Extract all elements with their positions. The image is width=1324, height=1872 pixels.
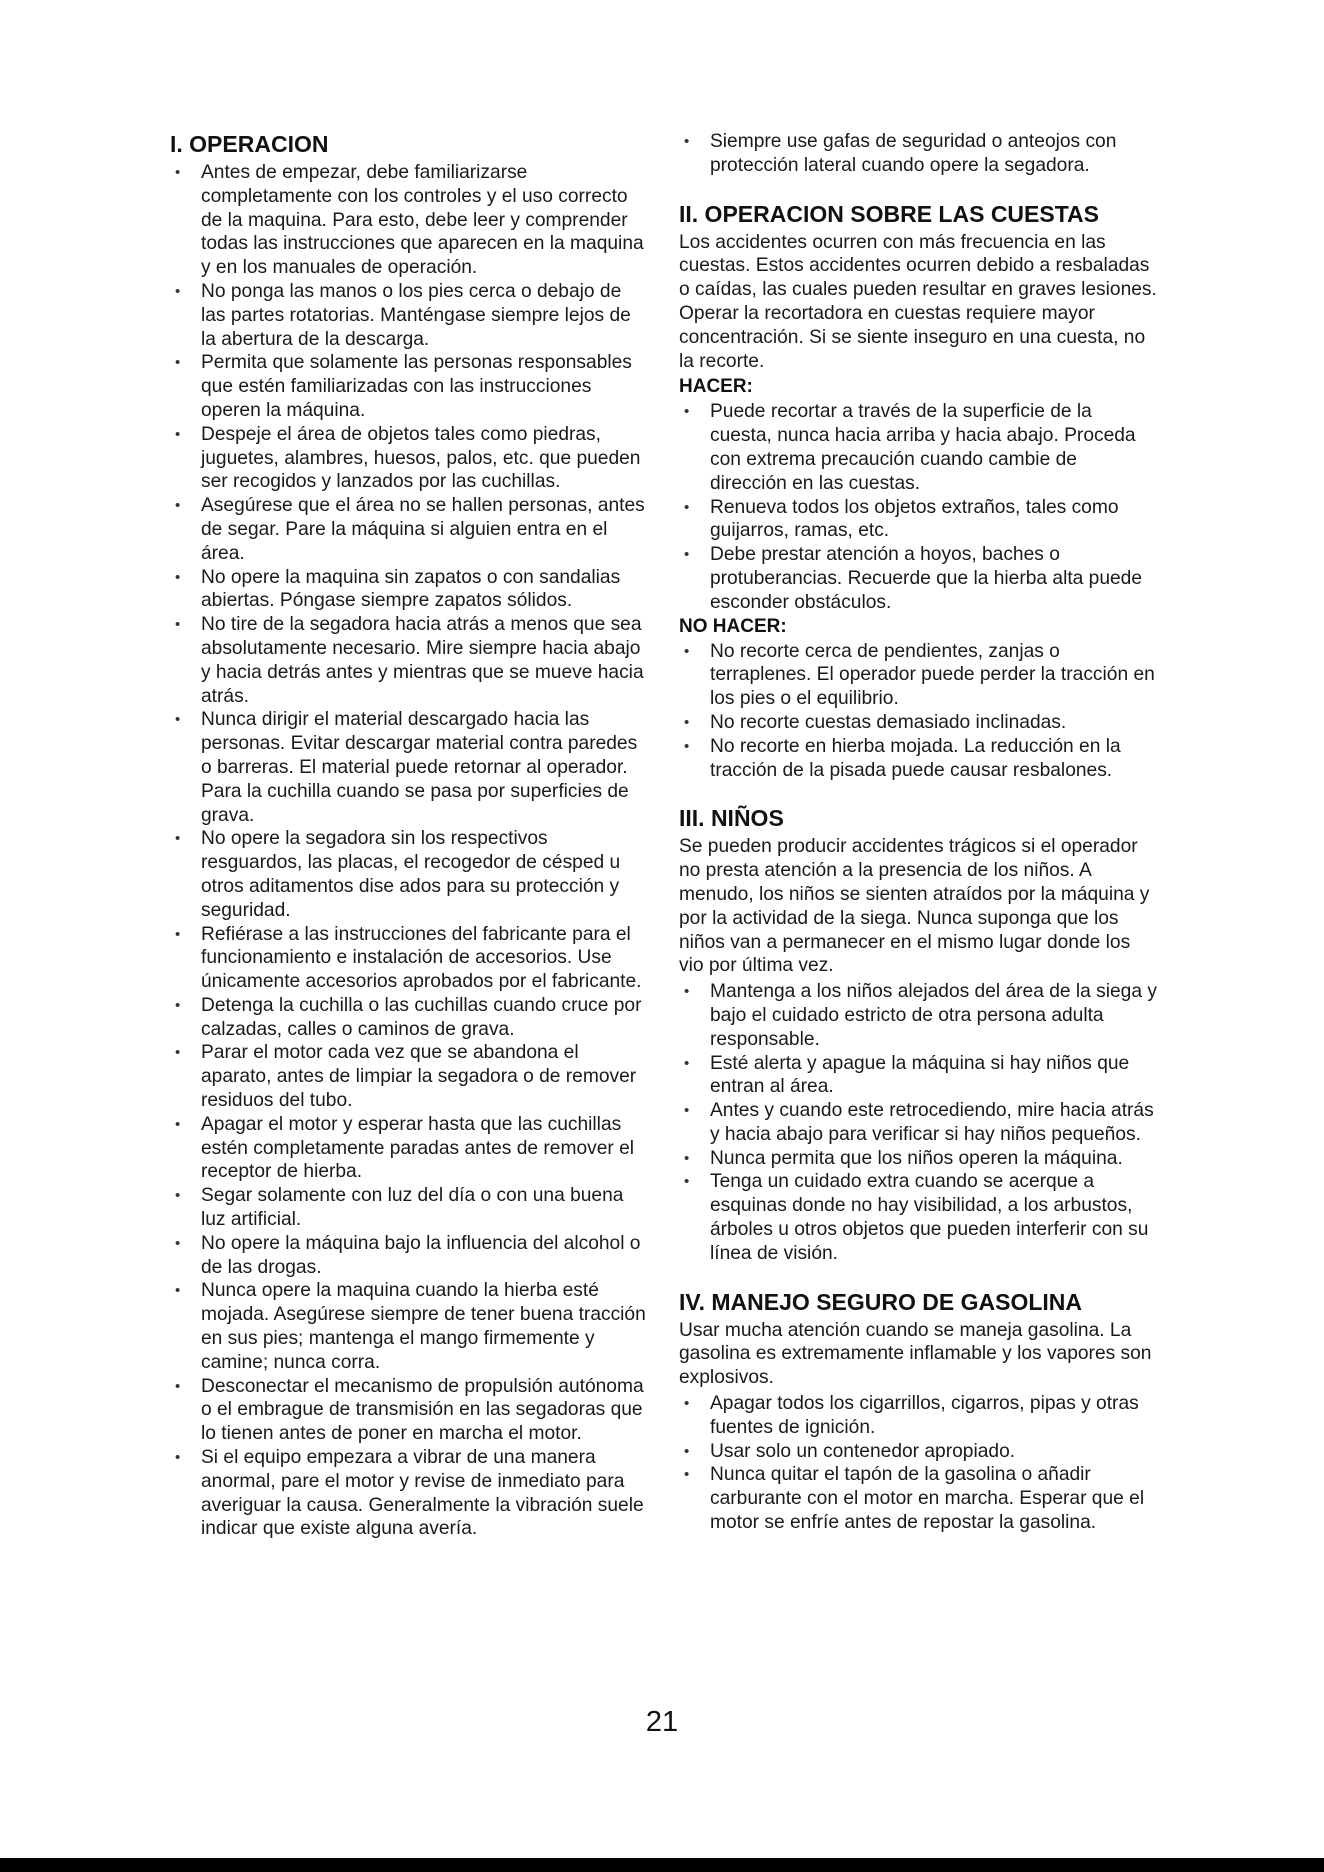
list-item: • Nunca opere la maquina cuando la hierba esté mojada. Asegúrese siempre de tener buena tracción en sus pies; mantenga el mango firmemente y camine; nunca corra. bbox=[170, 1279, 648, 1374]
gasolina-list bbox=[679, 1392, 1157, 1535]
hacer-label: HACER: bbox=[679, 376, 753, 398]
bottom-scan-edge bbox=[0, 1858, 1324, 1872]
list-item: • Puede recortar a través de la superficie de la cuesta, nunca hacia arriba y hacia abajo. Proceda con extrema precaución cuando cambie de dirección en las cuestas. bbox=[679, 400, 1157, 495]
list-item: • Esté alerta y apague la máquina si hay niños que entran al área. bbox=[679, 1052, 1157, 1100]
list-item: • Renueva todos los objetos extraños, tales como guijarros, ramas, etc. bbox=[679, 496, 1157, 544]
list-item: • No opere la máquina bajo la influencia del alcohol o de las drogas. bbox=[170, 1232, 648, 1280]
list-item: • No tire de la segadora hacia atrás a menos que sea absolutamente necesario. Mire siempre hacia abajo y hacia detrás antes y mientras que se mueve hacia atrás. bbox=[170, 613, 648, 708]
list-item: • Usar solo un contenedor apropiado. bbox=[679, 1440, 1157, 1464]
no-hacer-label: NO HACER: bbox=[679, 615, 787, 637]
list-item: • Nunca permita que los niños operen la máquina. bbox=[679, 1147, 1157, 1171]
no-hacer-list bbox=[679, 640, 1157, 783]
list-item: • Tenga un cuidado extra cuando se acerque a esquinas donde no hay visibilidad, a los arbustos, árboles u otros objetos que pueden interferir con su línea de visión. bbox=[679, 1170, 1157, 1265]
section-title-operacion: I. OPERACION bbox=[170, 131, 329, 157]
list-item: • Desconectar el mecanismo de propulsión autónoma o el embrague de transmisión en las segadoras que lo tienen antes de poner en marcha el motor. bbox=[170, 1375, 648, 1446]
list-item: • No opere la maquina sin zapatos o con sandalias abiertas. Póngase siempre zapatos sólidos. bbox=[170, 566, 648, 614]
list-item: • No recorte en hierba mojada. La reducción en la tracción de la pisada puede causar resbalones. bbox=[679, 735, 1157, 783]
list-item: • No recorte cuestas demasiado inclinadas. bbox=[679, 711, 1157, 735]
list-item: • Antes y cuando este retrocediendo, mire hacia atrás y hacia abajo para verificar si hay niños pequeños. bbox=[679, 1099, 1157, 1147]
list-item: • Refiérase a las instrucciones del fabricante para el funcionamiento e instalación de accesorios. Use únicamente accesorios aprobados por el fabricante. bbox=[170, 923, 648, 994]
list-item: • No opere la segadora sin los respectivos resguardos, las placas, el recogedor de césped u otros aditamentos dise ados para su protección y seguridad. bbox=[170, 827, 648, 922]
list-item: • Segar solamente con luz del día o con una buena luz artificial. bbox=[170, 1184, 648, 1232]
list-item: • Permita que solamente las personas responsables que estén familiarizadas con las instrucciones operen la máquina. bbox=[170, 351, 648, 422]
operacion-list-continued bbox=[679, 130, 1157, 178]
ninos-list bbox=[679, 980, 1157, 1266]
list-item: • Antes de empezar, debe familiarizarse completamente con los controles y el uso correcto de la maquina. Para esto, debe leer y comprender todas las instrucciones que aparecen en la maquina y en los manuales de operación. bbox=[170, 161, 648, 280]
gasolina-intro: Usar mucha atención cuando se maneja gasolina. La gasolina es extremamente inflamable y los vapores son explosivos. bbox=[679, 1319, 1152, 1389]
section-title-cuestas: II. OPERACION SOBRE LAS CUESTAS bbox=[679, 200, 1100, 227]
list-item: • Despeje el área de objetos tales como piedras, juguetes, alambres, huesos, palos, etc. que pueden ser recogidos y lanzados por las cuchillas. bbox=[170, 423, 648, 494]
list-item: • Nunca dirigir el material descargado hacia las personas. Evitar descargar material contra paredes o barreras. El material puede retornar al operador. Para la cuchilla cuando se pasa por superficies de grava. bbox=[170, 708, 648, 827]
list-item: • Asegúrese que el área no se hallen personas, antes de segar. Pare la máquina si alguien entra en el área. bbox=[170, 494, 648, 565]
list-item: • Apagar todos los cigarrillos, cigarros, pipas y otras fuentes de ignición. bbox=[679, 1392, 1157, 1440]
cuestas-intro: Los accidentes ocurren con más frecuencia en las cuestas. Estos accidentes ocurren debido a resbaladas o caídas, las cuales pueden resultar en graves lesiones. Operar la recortadora en cuestas requiere mayor concentración. Si se siente inseguro en una cuesta, no la recorte. bbox=[679, 231, 1157, 372]
list-item: • Debe prestar atención a hoyos, baches o protuberancias. Recuerde que la hierba alta puede esconder obstáculos. bbox=[679, 543, 1157, 614]
left-column bbox=[170, 130, 648, 1541]
page-number: 21 bbox=[645, 1706, 679, 1738]
list-item: • Detenga la cuchilla o las cuchillas cuando cruce por calzadas, calles o caminos de grava. bbox=[170, 994, 648, 1042]
list-item: • Nunca quitar el tapón de la gasolina o añadir carburante con el motor en marcha. Esperar que el motor se enfríe antes de repostar la gasolina. bbox=[679, 1463, 1157, 1534]
operacion-list bbox=[170, 161, 648, 1541]
ninos-intro: Se pueden producir accidentes trágicos si el operador no presta atención a la presencia de los niños. A menudo, los niños se sienten atraídos por la máquina y por la actividad de la siega. Nunca suponga que los niños van a permanecer en el mismo lugar donde los vio por última vez. bbox=[679, 836, 1150, 977]
hacer-list bbox=[679, 400, 1157, 614]
section-title-gasolina: IV. MANEJO SEGURO DE GASOLINA bbox=[679, 1288, 1082, 1315]
list-item: • No recorte cerca de pendientes, zanjas o terraplenes. El operador puede perder la tracción en los pies o el equilibrio. bbox=[679, 640, 1157, 711]
list-item: • Apagar el motor y esperar hasta que las cuchillas estén completamente paradas antes de remover el receptor de hierba. bbox=[170, 1113, 648, 1184]
list-item: • Parar el motor cada vez que se abandona el aparato, antes de limpiar la segadora o de remover residuos del tubo. bbox=[170, 1041, 648, 1112]
list-item: • Si el equipo empezara a vibrar de una manera anormal, pare el motor y revise de inmediato para averiguar la causa. Generalmente la vibración suele indicar que existe alguna avería. bbox=[170, 1446, 648, 1541]
list-item: • Siempre use gafas de seguridad o anteojos con protección lateral cuando opere la segadora. bbox=[679, 130, 1157, 178]
list-item: • Mantenga a los niños alejados del área de la siega y bajo el cuidado estricto de otra persona adulta responsable. bbox=[679, 980, 1157, 1051]
right-column bbox=[679, 130, 1157, 1535]
list-item: • No ponga las manos o los pies cerca o debajo de las partes rotatorias. Manténgase siempre lejos de la abertura de la descarga. bbox=[170, 280, 648, 351]
section-title-ninos: III. NIÑOS bbox=[679, 805, 784, 832]
